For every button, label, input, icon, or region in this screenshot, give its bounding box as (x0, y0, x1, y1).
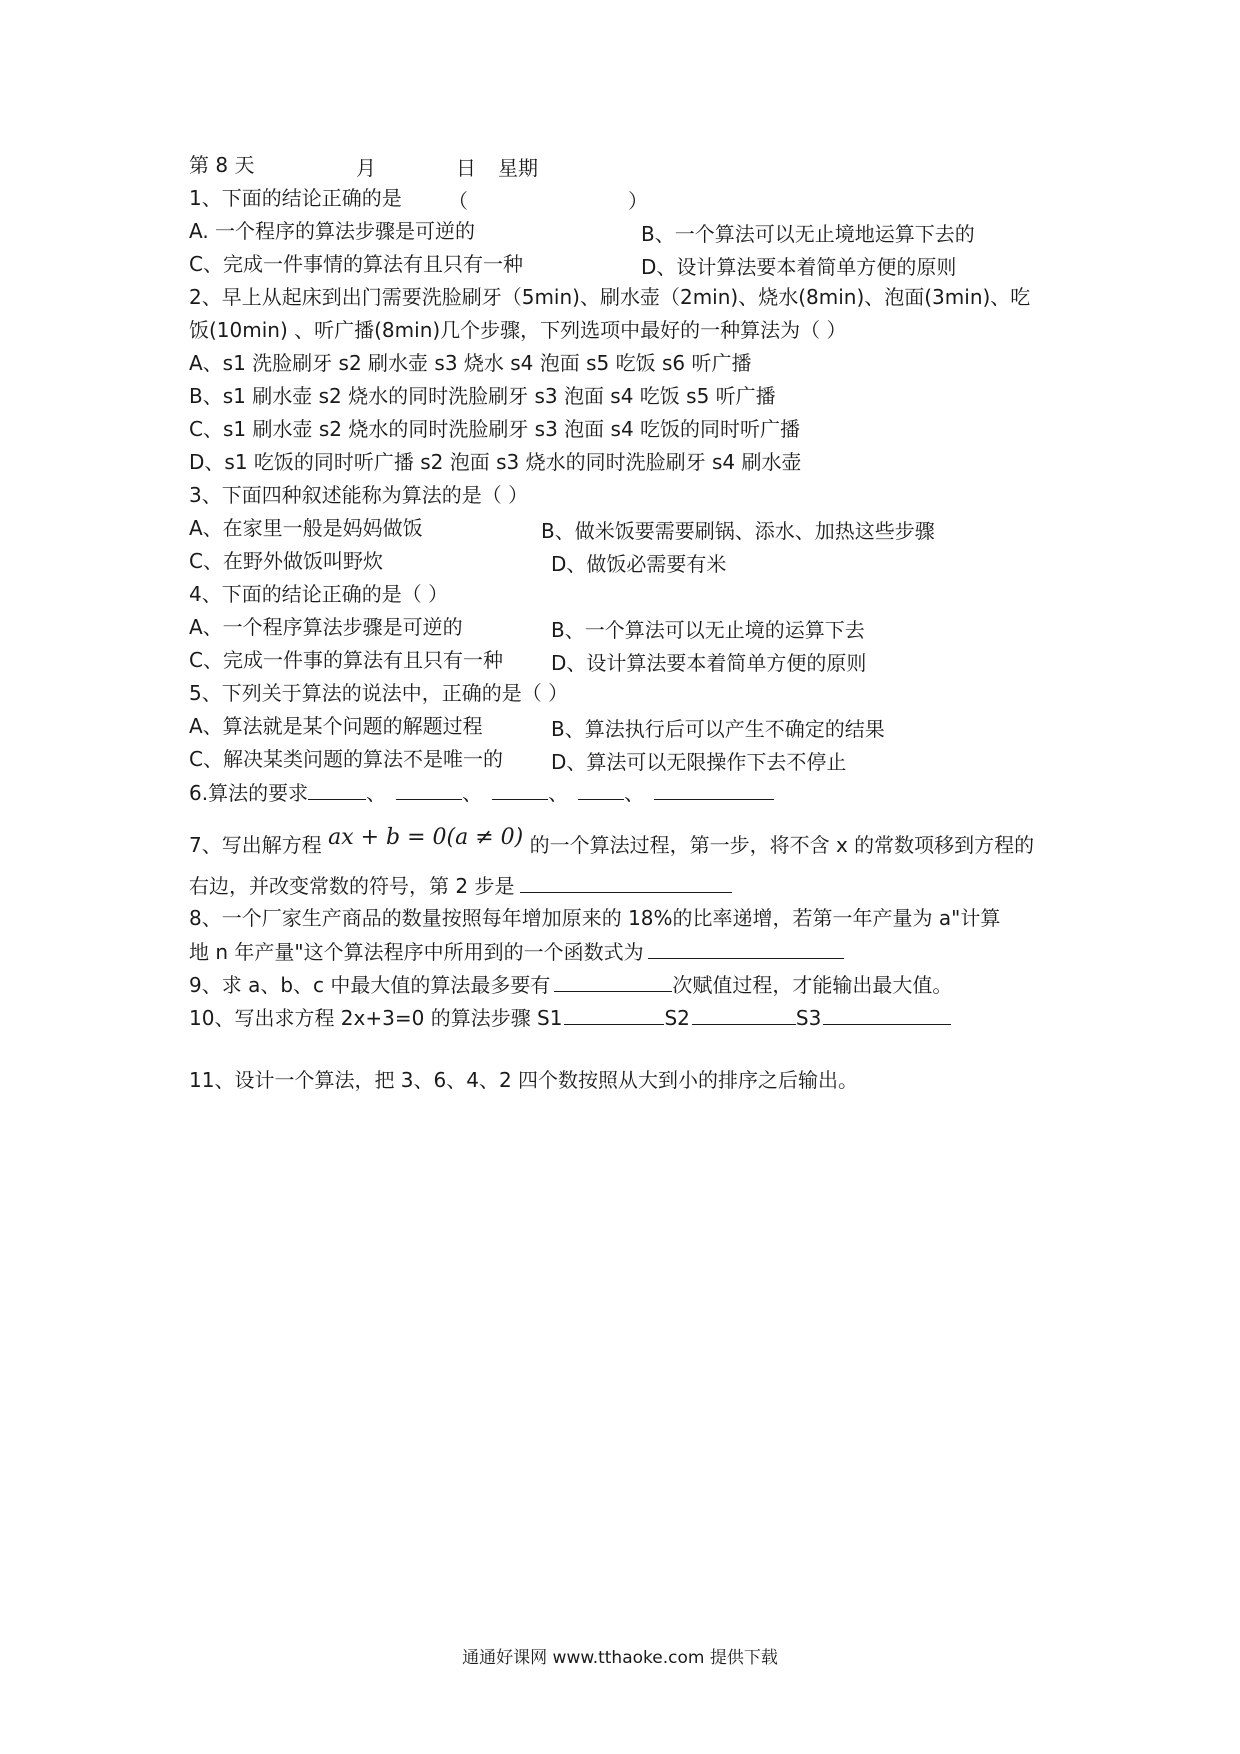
q2-option-a: A、s1 洗脸刷牙 s2 刷水壶 s3 烧水 s4 泡面 s5 吃饭 s6 听广播 (189, 351, 752, 375)
q11-text: 11、设计一个算法，把 3、6、4、2 四个数按照从大到小的排序之后输出。 (189, 1068, 859, 1092)
q1-option-a: A. 一个程序的算法步骤是可逆的 (189, 219, 476, 243)
q10-s3: S3 (795, 1006, 822, 1030)
header-day: 第 8 天 (189, 153, 255, 177)
q2-option-b: B、s1 刷水壶 s2 烧水的同时洗脸刷牙 s3 泡面 s4 吃饭 s5 听广播 (189, 384, 776, 408)
header-month: 月 (356, 156, 376, 180)
q2-option-c: C、s1 刷水壶 s2 烧水的同时洗脸刷牙 s3 泡面 s4 吃饭的同时听广播 (189, 417, 801, 441)
q4-option-d: D、设计算法要本着简单方便的原则 (551, 651, 867, 675)
q6-blank-4[interactable] (578, 779, 624, 800)
q8-line2-text: 地 n 年产量"这个算法程序中所用到的一个函数式为 (189, 940, 644, 964)
q6-blank-5[interactable] (654, 779, 774, 800)
q2-stem-line1: 2、早上从起床到出门需要洗脸刷牙（5min)、刷水壶（2min)、烧水(8min)、泡面(3min)、吃 (189, 285, 1031, 309)
q10-blank-s3[interactable] (823, 1004, 951, 1025)
q10-line (189, 1004, 951, 1031)
q7-formula: ax + b = 0(a ≠ 0) (328, 825, 524, 850)
q6-blank-3[interactable] (492, 779, 548, 800)
q4-option-c: C、完成一件事的算法有且只有一种 (189, 648, 503, 672)
q1-option-c: C、完成一件事情的算法有且只有一种 (189, 252, 523, 276)
q10-blank-s1[interactable] (564, 1004, 664, 1025)
q5-option-b: B、算法执行后可以产生不确定的结果 (551, 717, 885, 741)
q9-post: 次赋值过程，才能输出最大值。 (672, 973, 953, 997)
q3-stem: 3、下面四种叙述能称为算法的是（ ） (189, 483, 529, 507)
q7-line1 (189, 825, 1035, 859)
header-date: 日 (456, 156, 476, 180)
q10-pre: 10、写出求方程 2x+3=0 的算法步骤 S1 (189, 1006, 563, 1030)
q2-option-d: D、s1 吃饭的同时听广播 s2 泡面 s3 烧水的同时洗脸刷牙 s4 刷水壶 (189, 450, 802, 474)
q5-option-d: D、算法可以无限操作下去不停止 (551, 750, 847, 774)
q8-line1: 8、一个厂家生产商品的数量按照每年增加原来的 18%的比率递增，若第一年产量为 a"计算 (189, 906, 1001, 930)
q8-line2 (189, 938, 844, 965)
q1-bracket-open: （ (448, 189, 468, 213)
q7-line2 (189, 872, 732, 899)
q9-pre: 9、求 a、b、c 中最大值的算法最多要有 (189, 973, 551, 997)
q6-sep: 、 (366, 781, 387, 805)
q6-stem: 6.算法的要求 (189, 781, 309, 805)
q3-option-b: B、做米饭要需要刷锅、添水、加热这些步骤 (541, 519, 935, 543)
q5-stem: 5、下列关于算法的说法中，正确的是（ ） (189, 681, 569, 705)
q1-option-b: B、一个算法可以无止境地运算下去的 (641, 222, 975, 246)
q4-option-a: A、一个程序算法步骤是可逆的 (189, 615, 463, 639)
q5-option-a: A、算法就是某个问题的解题过程 (189, 714, 483, 738)
q7-line2-text: 右边，并改变常数的符号，第 2 步是 (189, 874, 515, 898)
q5-option-c: C、解决某类问题的算法不是唯一的 (189, 747, 503, 771)
q6-sep: 、 (548, 781, 569, 805)
q3-option-c: C、在野外做饭叫野炊 (189, 549, 383, 573)
q2-stem-line2: 饭(10min) 、听广播(8min)几个步骤，下列选项中最好的一种算法为（ ） (189, 318, 847, 342)
q8-blank[interactable] (648, 938, 844, 959)
q6-sep: 、 (624, 781, 645, 805)
q7-pre: 7、写出解方程 (189, 833, 322, 857)
q4-option-b: B、一个算法可以无止境的运算下去 (551, 618, 865, 642)
header-line (189, 152, 254, 178)
q7-blank[interactable] (520, 872, 732, 893)
q1-stem: 1、下面的结论正确的是 (189, 186, 402, 210)
q6-blank-1[interactable] (308, 779, 366, 800)
q10-blank-s2[interactable] (692, 1004, 796, 1025)
q1-option-d: D、设计算法要本着简单方便的原则 (641, 255, 957, 279)
q3-option-d: D、做饭必需要有米 (551, 552, 727, 576)
footer-text: 通通好课网 www.tthaoke.com 提供下载 (462, 1648, 778, 1668)
q6-sep: 、 (462, 781, 483, 805)
q4-stem: 4、下面的结论正确的是（ ） (189, 582, 449, 606)
q6-line (189, 779, 774, 806)
q10-s2: S2 (664, 1006, 690, 1030)
header-weekday: 星期 (498, 156, 538, 180)
q3-option-a: A、在家里一般是妈妈做饭 (189, 516, 423, 540)
q1-bracket-close: ） (628, 189, 648, 213)
q9-blank[interactable] (554, 971, 672, 992)
q9-line (189, 971, 952, 998)
q7-post: 的一个算法过程，第一步，将不含 x 的常数项移到方程的 (529, 833, 1035, 857)
q6-blank-2[interactable] (396, 779, 462, 800)
